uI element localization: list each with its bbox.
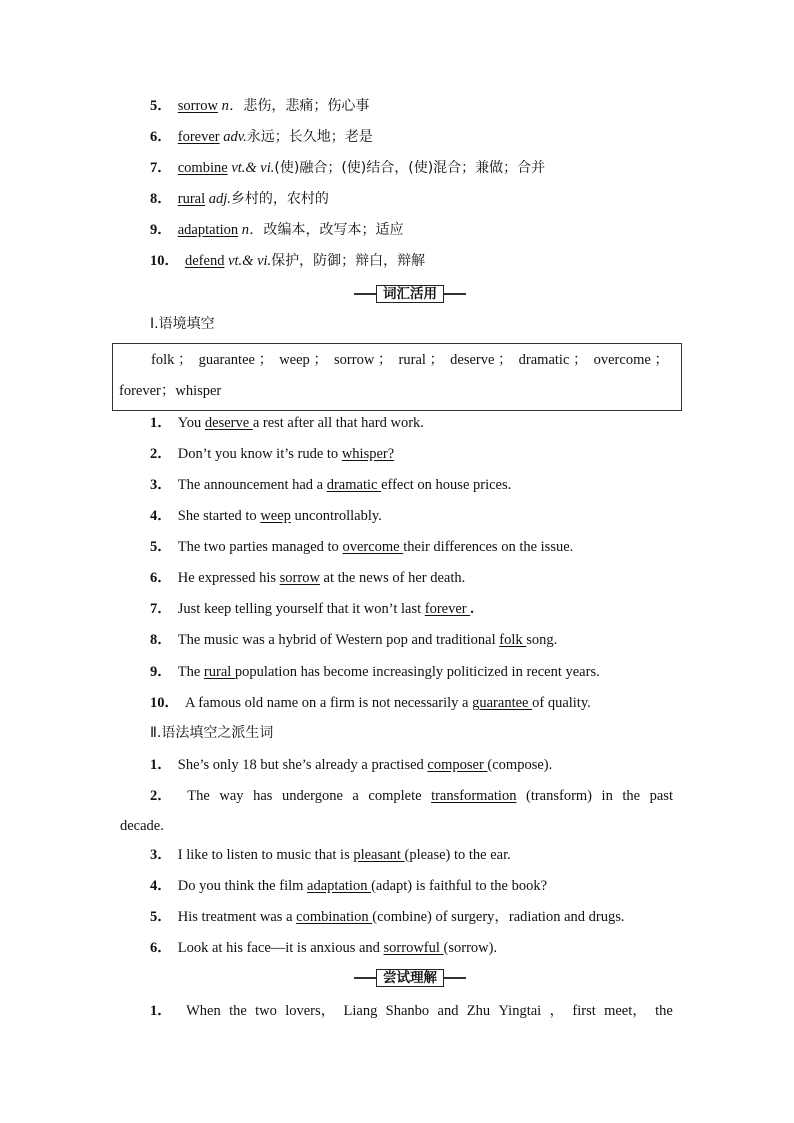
exercise-sentence: 7． Just keep telling yourself that it won’t last forever . — [150, 601, 474, 617]
exercise-sentence: 10． A famous old name on a firm is not necessarily a guarantee of quality. — [150, 695, 591, 711]
section-banner — [354, 969, 466, 987]
vocab-item: 10． defend vt.& vi.保护，防御；辩白，辩解 — [150, 253, 426, 269]
answer-blank: combination — [296, 909, 373, 925]
vocab-item: 5． sorrow n．悲伤，悲痛；伤心事 — [150, 98, 370, 114]
answer-blank: sorrow — [279, 570, 320, 586]
answer-blank: composer — [427, 757, 488, 773]
vocab-word: combine — [177, 160, 228, 176]
word-bank-word: guarantee ； — [198, 352, 274, 368]
exercise-sentence: 9． The rural population has become increasingly politicized in recent years. — [150, 664, 600, 680]
reading-sentence: 1． When the two lovers， Liang Shanbo and Zhu Yingtai ， first meet， the — [150, 1003, 673, 1019]
answer-blank: sorrowful — [383, 940, 444, 956]
word-bank-word: overcome ； — [593, 352, 669, 368]
section-banner — [354, 285, 466, 303]
answer-blank: folk — [499, 632, 527, 648]
answer-blank: transformation — [431, 788, 517, 804]
vocab-item: 7． combine vt.& vi.(使)融合；(使)结合，(使)混合；兼做；合并 — [150, 160, 546, 176]
exercise-sentence: 1． She’s only 18 but she’s already a practised composer (compose). — [150, 757, 553, 773]
answer-blank: rural — [203, 664, 235, 680]
answer-blank: whisper? — [341, 446, 395, 462]
vocab-word: adaptation — [177, 222, 239, 238]
exercise-sentence: 2． Don’t you know it’s rude to whisper? — [150, 446, 395, 462]
answer-blank: pleasant — [353, 847, 405, 863]
exercise-sentence: 4． Do you think the film adaptation (adapt) is faithful to the book? — [150, 878, 548, 894]
exercise-sentence: 5． His treatment was a combination (combine) of surgery，radiation and drugs. — [150, 909, 625, 925]
banner-label: 尝试理解 — [376, 969, 444, 987]
answer-blank: adaptation — [307, 878, 372, 894]
answer-blank: guarantee — [472, 695, 533, 711]
word-bank-word: deserve ； — [450, 352, 513, 368]
exercise-sentence: 5． The two parties managed to overcome their differences on the issue. — [150, 539, 574, 555]
word-bank-word: rural ； — [398, 352, 445, 368]
answer-blank: weep — [260, 508, 291, 524]
answer-blank: forever — [424, 601, 471, 617]
word-bank-word: folk ； — [151, 352, 193, 368]
exercise-sentence: 2． The way has undergone a complete transformation (transform) in the past — [150, 788, 673, 804]
answer-blank: dramatic — [326, 477, 382, 493]
vocab-word: sorrow — [177, 98, 219, 114]
exercise-sentence: 6． He expressed his sorrow at the news of her death. — [150, 570, 466, 586]
exercise-sentence: 3． I like to listen to music that is pleasant (please) to the ear. — [150, 847, 511, 863]
vocab-item: 6． forever adv.永远；长久地；老是 — [150, 129, 373, 145]
word-bank-word: sorrow ； — [334, 352, 393, 368]
word-bank-word: dramatic ； — [518, 352, 588, 368]
vocab-item: 9． adaptation n．改编本，改写本；适应 — [150, 222, 404, 238]
vocab-item: 8． rural adj.乡村的，农村的 — [150, 191, 329, 207]
word-bank-row: forever；whisper — [119, 383, 222, 399]
vocab-word: rural — [177, 191, 206, 207]
answer-blank: overcome — [342, 539, 404, 555]
vocab-word: defend — [185, 253, 225, 269]
section-heading: Ⅰ.语境填空 — [150, 316, 215, 332]
vocab-word: forever — [177, 129, 220, 145]
banner-label: 词汇活用 — [376, 285, 444, 303]
exercise-sentence: 8． The music was a hybrid of Western pop and traditional folk song. — [150, 632, 558, 648]
word-bank-box — [112, 343, 682, 411]
exercise-sentence-continuation: decade. — [120, 818, 164, 834]
exercise-sentence: 3． The announcement had a dramatic effect on house prices. — [150, 477, 512, 493]
answer-blank: deserve — [204, 415, 253, 431]
word-bank-row — [151, 350, 669, 370]
word-bank-word: weep ； — [279, 352, 328, 368]
exercise-sentence: 4． She started to weep uncontrollably. — [150, 508, 382, 524]
exercise-sentence: 6． Look at his face—it is anxious and sorrowful (sorrow). — [150, 940, 498, 956]
section-heading: Ⅱ.语法填空之派生词 — [150, 725, 274, 741]
exercise-sentence: 1． You deserve a rest after all that hard work. — [150, 415, 424, 431]
